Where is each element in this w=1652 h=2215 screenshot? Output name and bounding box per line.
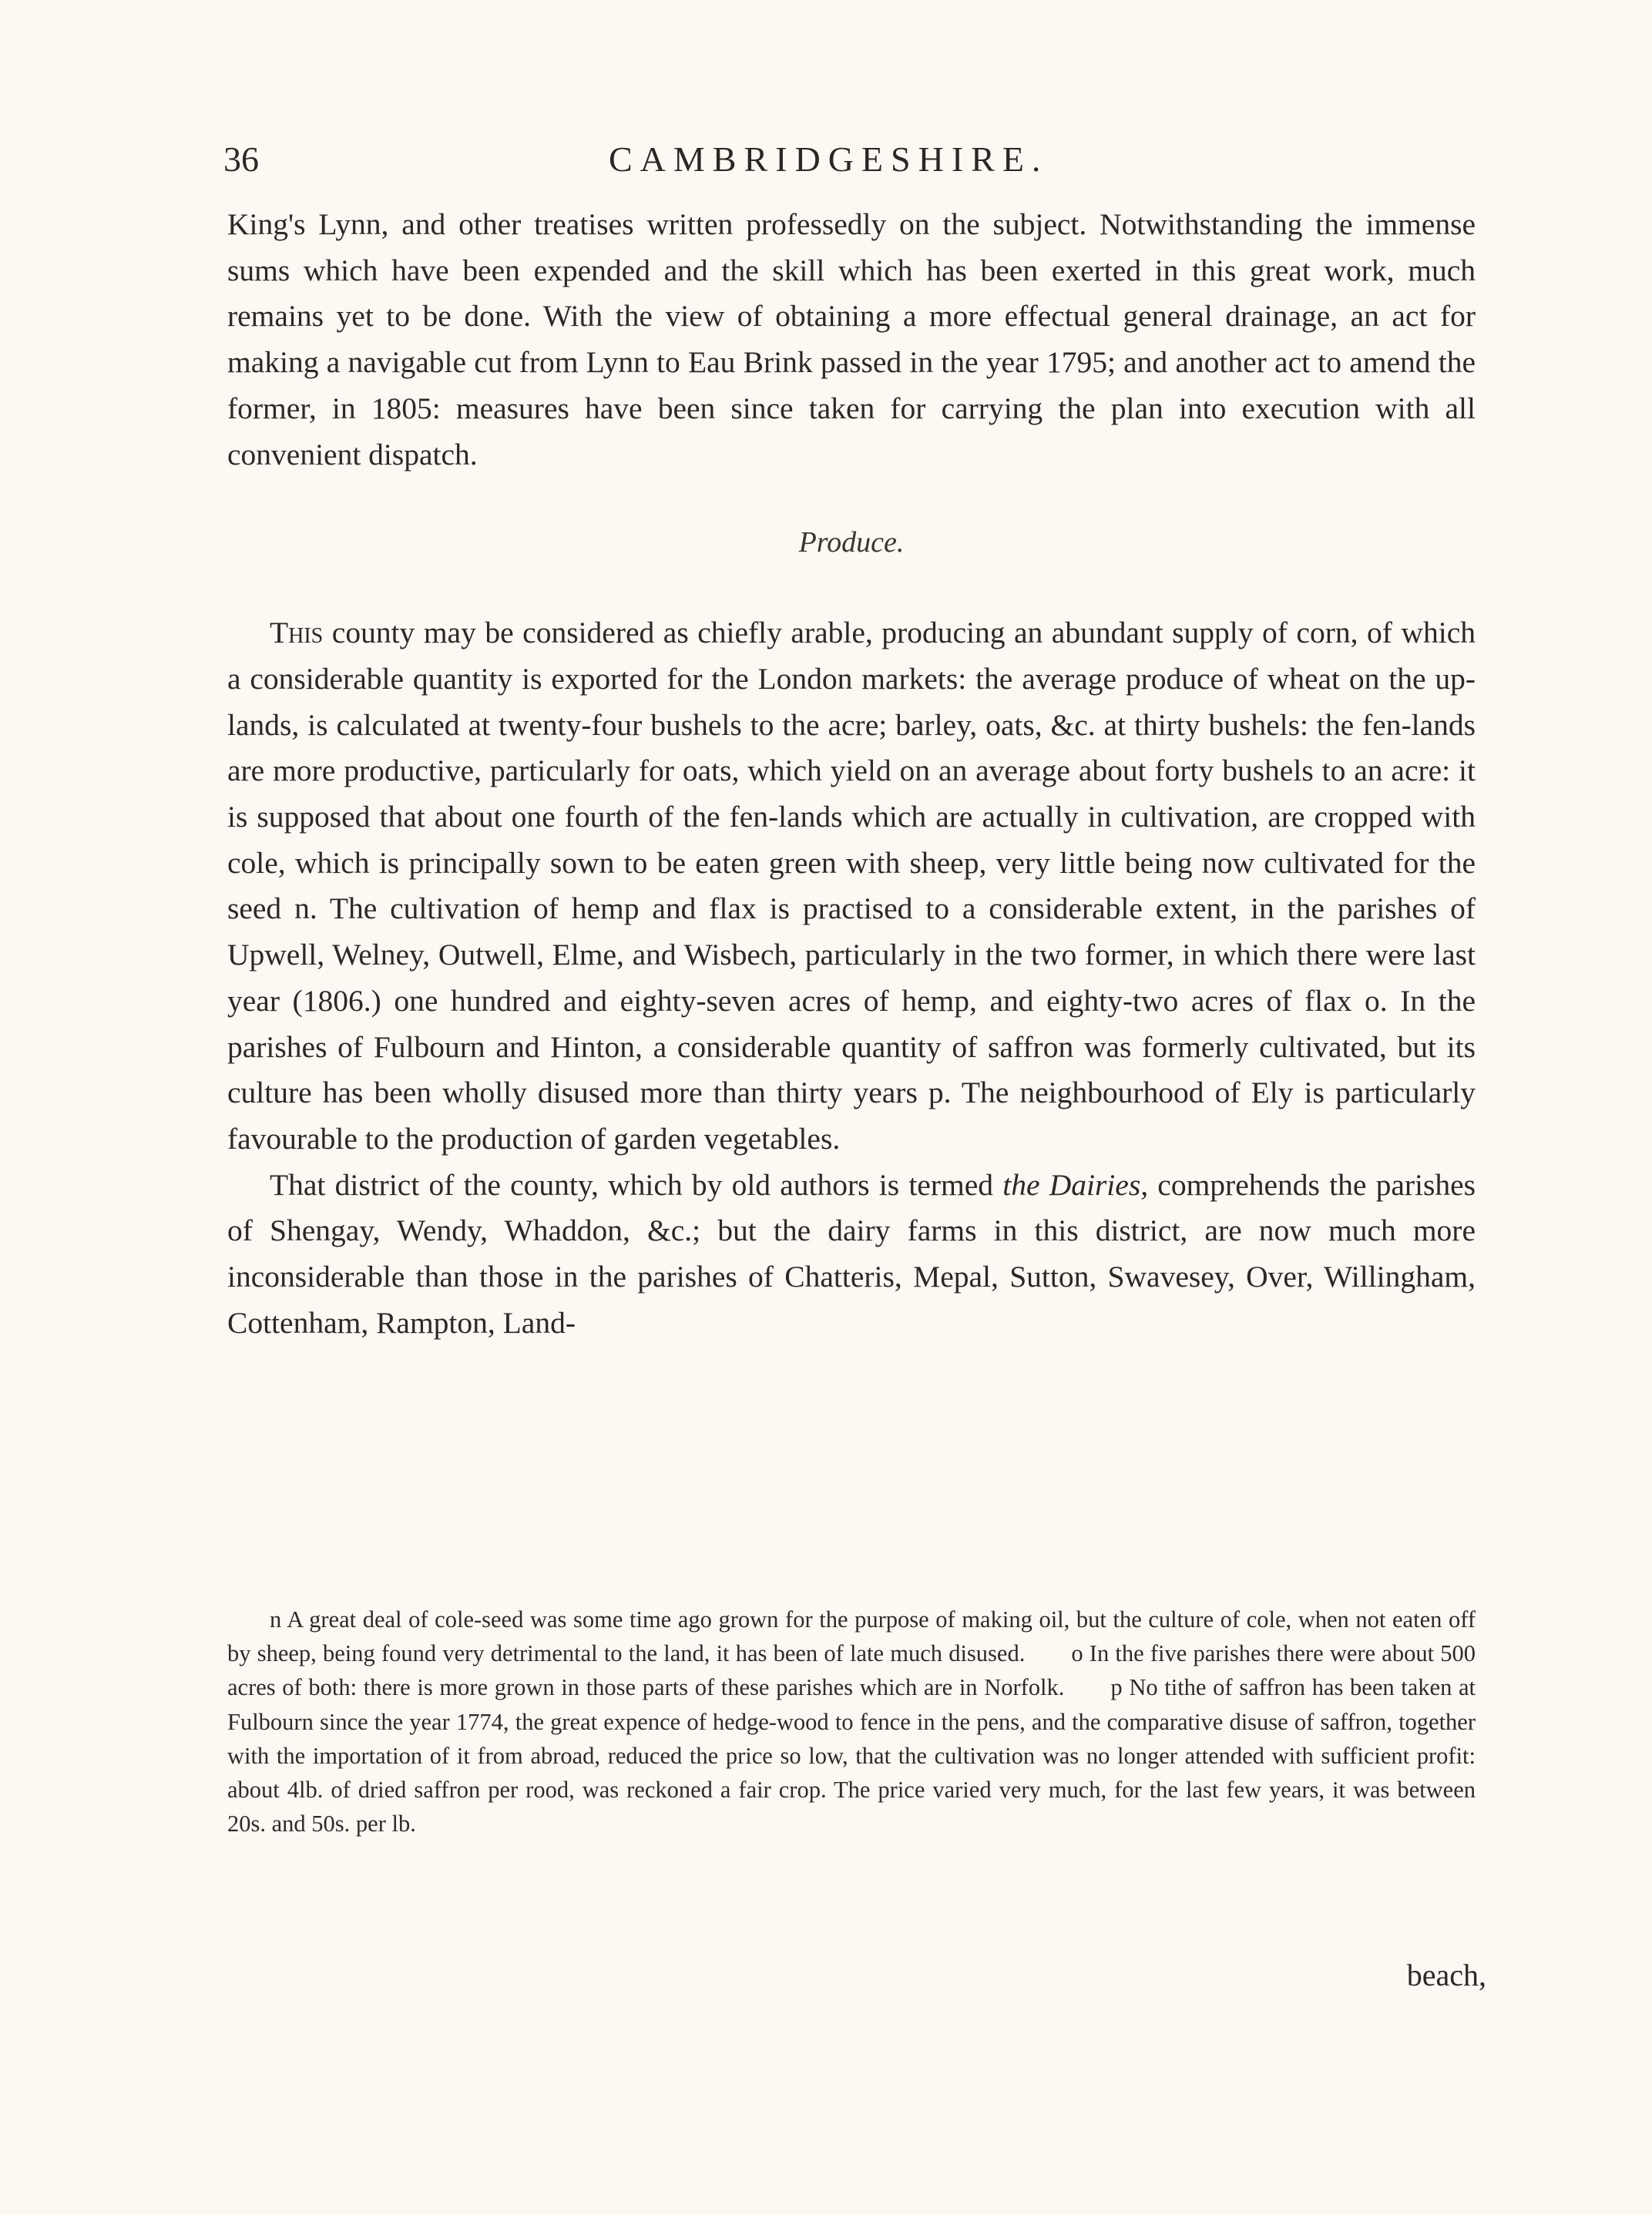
continued-paragraph: King's Lynn, and other treatises written professedly on the subject. Notwithstanding the immense sums which have been expended and the skill which has been exerted in this great work, much remains yet to be done. With the view of obtaining a more effectual general drainage, an act for making a navigable cut from Lynn to Eau Brink passed in the year 1795; and another act to amend the former, in 1805: measures have been since taken for carrying the plan into execution with all convenient dispatch. [227,207,1476,472]
footnote-o: o In the five parishes there were about 500 acres of both: there is more grown in those parts of these parishes which are in Norfolk. [227,1640,1476,1701]
produce-paragraph [227,610,1476,1162]
dairies-term: the Dairies, [1002,1167,1149,1202]
catchword: beach, [1406,1958,1486,1992]
produce-paragraph-lead: This [270,616,324,650]
produce-paragraph-text: county may be considered as chiefly arable, producing an abundant supply of corn, of which a considerable quantity is exported for the London markets: the average produce of wheat on the up-lands, is calculated at twenty-four bushels to the acre; barley, oats, &c. at thirty bushels: the fen-lands are more productive, particularly for oats, which yield on an average about forty bushels to an acre: it is supposed that about one fourth of the fen-lands which are actually in cultivation, are cropped with cole, which is principally sown to be eaten green with sheep, very little being now cultivated for the seed n. The cultivation of hemp and flax is practised to a considerable extent, in the parishes of Upwell, Welney, Outwell, Elme, and Wisbech, particularly in the two former, in which there were last year (1806.) one hundred and eighty-seven acres of hemp, and eighty-two acres of flax o. In the parishes of Fulbourn and Hinton, a considerable quantity of saffron was formerly cultivated, but its culture has been wholly disused more than thirty years p. The neighbourhood of Ely is particularly favourable to the production of garden vegetables. [227,616,1476,1156]
body-text [227,202,1476,1346]
page-header [223,139,1487,193]
page-number: 36 [223,139,259,179]
footnotes [227,1603,1476,1841]
footnote-n: n A great deal of cole-seed was some time ago grown for the purpose of making oil, but the culture of cole, when not eaten off by sheep, being found very detrimental to the land, it has been of late much disused. [227,1606,1476,1667]
dairies-paragraph-before: That district of the county, which by old authors is termed [270,1167,993,1202]
dairies-paragraph-after: comprehends the parishes of Shengay, Wendy, Whaddon, &c.; but the dairy farms in this district, are now much more inconsiderable than those in the parishes of Chatteris, Mepal, Sutton, Swavesey, Over, Willingham, Cottenham, Rampton, Land- [227,1167,1476,1340]
section-heading: Produce. [798,526,905,559]
dairies-paragraph [227,1163,1476,1347]
running-head: CAMBRIDGESHIRE. [609,139,1049,179]
footnote-p: p No tithe of saffron has been taken at Fulbourn since the year 1774, the great expence of hedge-wood to fence in the pens, and the comparative disuse of saffron, together with the importation of it from abroad, reduced the price so low, that the cultivation was no longer attended with sufficient profit: about 4lb. of dried saffron per rood, was reckoned a fair crop. The price varied very much, for the last few years, it was between 20s. and 50s. per lb. [227,1674,1476,1837]
footnotes-block [227,1603,1476,1841]
